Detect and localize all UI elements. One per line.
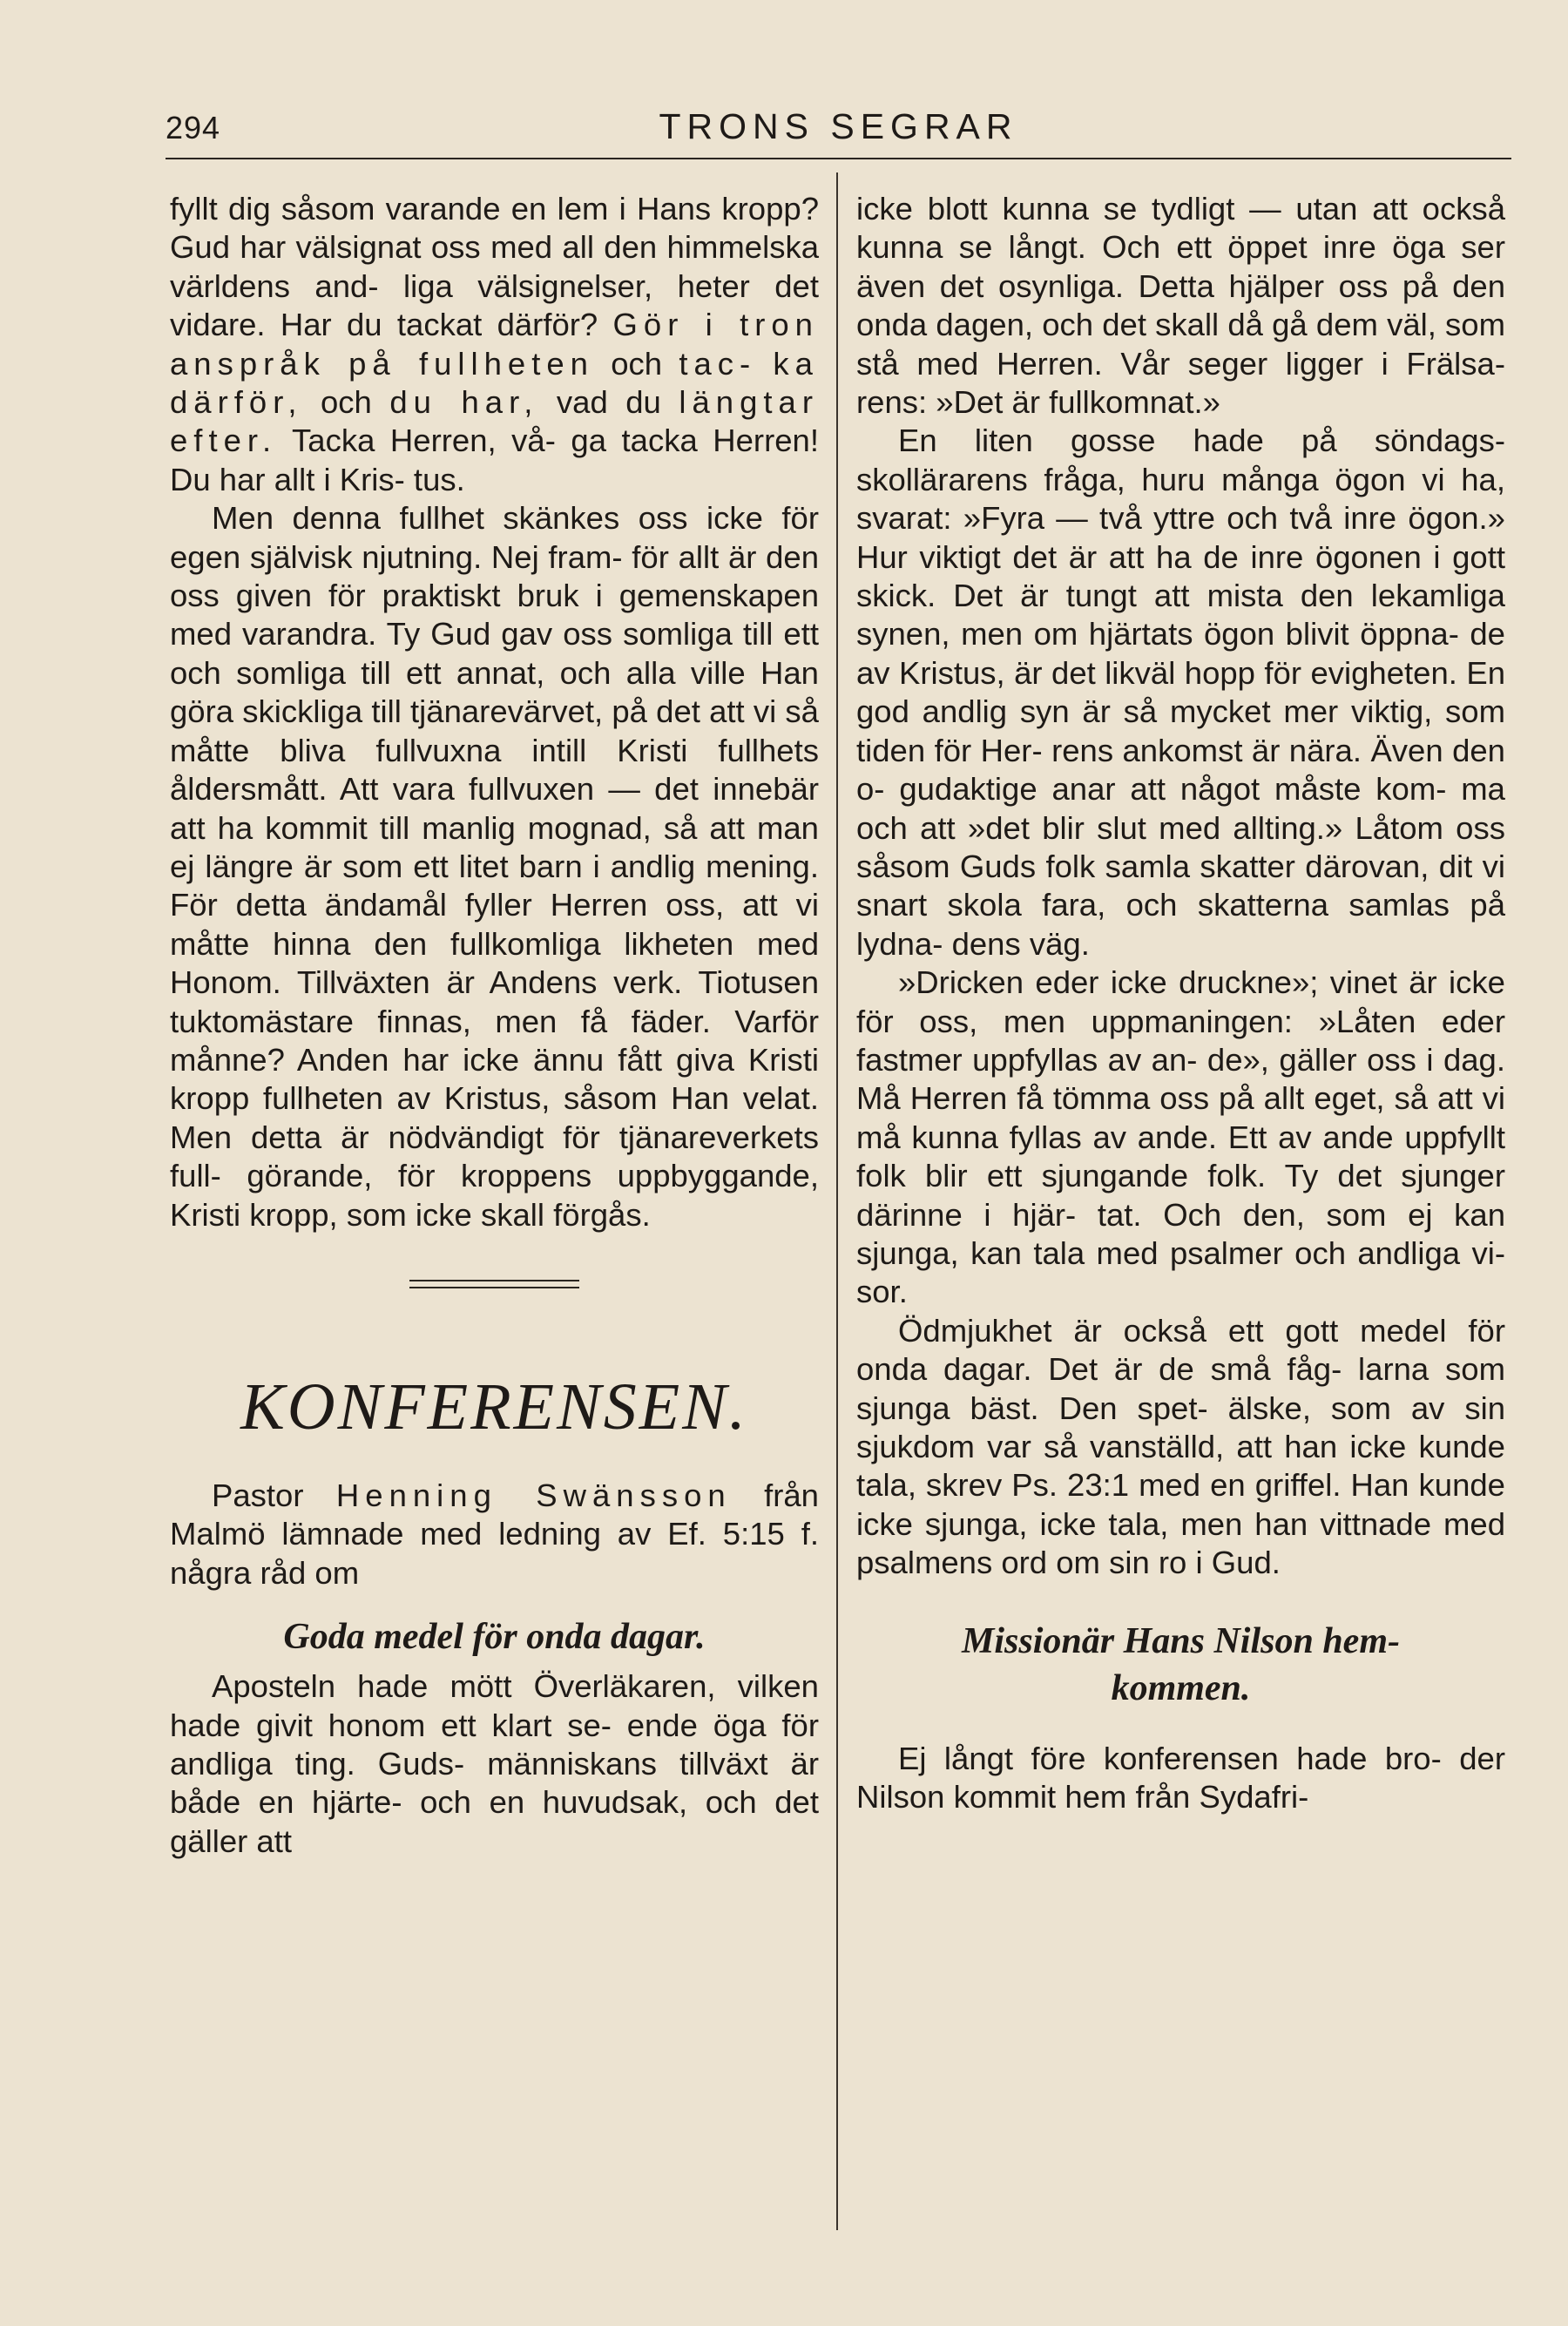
article-subheading: Goda medel för onda dagar. [283, 1617, 706, 1658]
running-title: TRONS SEGRAR [659, 106, 1018, 146]
conference-intro: Pastor Henning Swänsson från Malmö lämnade med ledning av Ef. 5:15 f. några råd om [170, 1477, 819, 1591]
missionary-subheading: Missionär Hans Nilson hem- kommen. [962, 1620, 1400, 1708]
right-paragraph-4: Ödmjukhet är också ett gott medel för onda dagar. Det är de små fåg- larna som sjunga bäst. Den spet- älske, som av sin sjukdom var så vanställd, att han icke kunde tala, skrev Ps. 23:1 med en griffel. Han kunde icke sjunga, icke tala, men han vittnade med psalmens ord om sin ro i Gud. [856, 1312, 1505, 1581]
left-paragraph-1: fyllt dig såsom varande en lem i Hans kropp? Gud har välsignat oss med all den himmelska världens and- liga välsignelser, heter det vidare. Har du tackat därför? Gör i tron anspråk på fullheten och tac- ka därför, och du har, vad du längtar efter. Tacka Herren, vå- ga tacka Herren! Du har allt i Kris- tus. [170, 191, 820, 497]
section-separator [409, 1280, 579, 1288]
page-header [166, 103, 1511, 152]
right-paragraph-1: icke blott kunna se tydligt — utan att också kunna se långt. Och ett öppet inre öga ser även det osynliga. Detta hjälper oss på den onda dagen, och det skall då gå dem väl, som stå med Herren. Vår seger ligger i Frälsa- rens: »Det är fullkomnat.» [856, 191, 1506, 421]
right-paragraph-3: »Dricken eder icke druckne»; vinet är icke för oss, men uppmaningen: »Låten eder fastmer uppfyllas av an- de», gäller oss i dag. Må Herren få tömma oss på allt eget, så att vi må kunna fyllas av ande. Ett av ande uppfyllt folk blir ett sjungande folk. Ty det sjunger därinne i hjär- tat. Och den, som ej kan sjunga, kan tala med psalmer och andliga vi- sor. [856, 964, 1505, 1310]
header-rule [166, 158, 1511, 159]
right-paragraph-2: En liten gosse hade på söndags- skollärarens fråga, huru många ögon vi ha, svarat: »Fyra — två yttre och två inre ögon.» Hur viktigt det är att ha de inre ögonen i gott skick. Det är tungt att mista den lekamliga synen, men om hjärtats ögon blivit öppna- de av Kristus, är det likväl hopp för evigheten. En god andlig syn är så mycket mer viktig, som tiden för Her- rens ankomst är nära. Även den o- gudaktige anar att något måste kom- ma och att »det blir slut med allting.» Låtom oss såsom Guds folk samla skatter därovan, dit vi snart skola fara, och skatterna samlas på lydna- dens väg. [856, 423, 1505, 962]
left-paragraph-3: Aposteln hade mött Överläkaren, vilken hade givit honom ett klart se- ende öga för andliga ting. Guds- människans tillväxt är både en hjärte- och en huvudsak, och det gäller att [170, 1668, 819, 1859]
column-rule [836, 172, 838, 2230]
right-column [856, 190, 1505, 1816]
page-number: 294 [166, 110, 221, 145]
left-column [170, 190, 819, 1861]
section-title: KONFERENSEN. [240, 1369, 748, 1444]
right-paragraph-5: Ej långt före konferensen hade bro- der Nilson kommit hem från Sydafri- [856, 1740, 1505, 1815]
left-paragraph-2: Men denna fullhet skänkes oss icke för egen självisk njutning. Nej fram- för allt är den oss given för praktiskt bruk i gemenskapen med varandra. Ty Gud gav oss somliga till ett och somliga till ett annat, och alla ville Han göra skickliga till tjänarevärvet, på det att vi så måtte bliva fullvuxna intill Kristi fullhets åldersmått. Att vara fullvuxen — det innebär att ha kommit till manlig mognad, så att man ej längre är som ett litet barn i andlig mening. För detta ändamål fyller Herren oss, att vi måtte hinna den fullkomliga likheten med Honom. Tillväxten är Andens verk. Tiotusen tuktomästare finnas, men få fäder. Varför månne? Anden har icke ännu fått giva Kristi kropp fullheten av Kristus, såsom Han velat. Men detta är nödvändigt för tjänareverkets full- görande, för kroppens uppbyggande, Kristi kropp, som icke skall förgås. [170, 500, 820, 1233]
